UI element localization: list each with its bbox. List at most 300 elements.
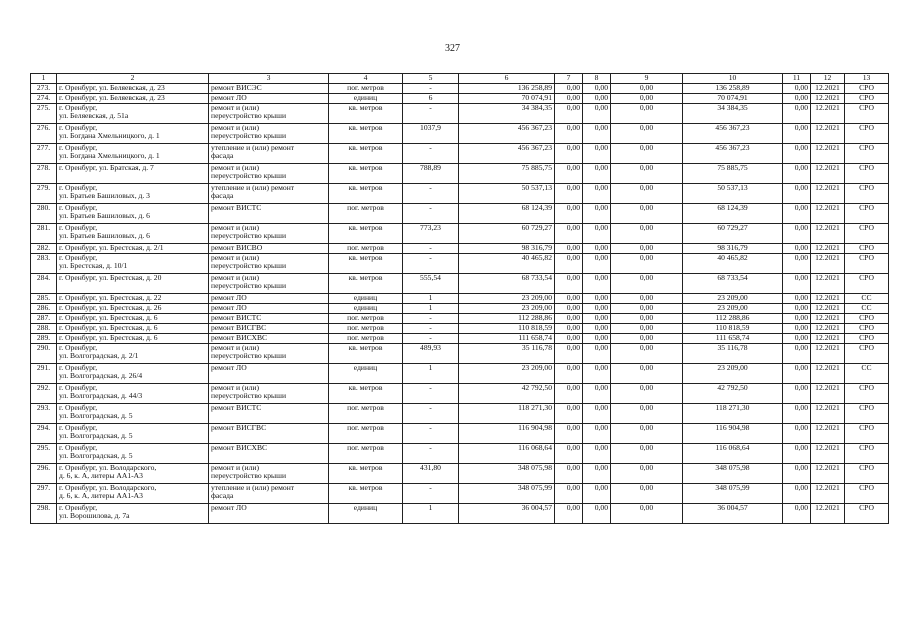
column-header: 4 — [329, 74, 403, 84]
cost-cell-11: 0,00 — [783, 294, 811, 304]
cost-total-cell: 118 271,30 — [459, 404, 555, 424]
cost-cell-7: 0,00 — [555, 224, 583, 244]
cost-total-cell: 23 209,00 — [459, 364, 555, 384]
work-type-cell: ремонт ВИСГВС — [209, 424, 329, 444]
cost-cell-10: 23 209,00 — [683, 294, 783, 304]
work-type-cell: ремонт и (или) переустройство крыши — [209, 344, 329, 364]
cost-cell-10: 23 209,00 — [683, 304, 783, 314]
cost-cell-10: 50 537,13 — [683, 184, 783, 204]
table-row — [31, 204, 889, 224]
unit-cell: кв. метров — [329, 124, 403, 144]
row-number: 293. — [31, 404, 57, 424]
funding-method-cell: СРО — [845, 204, 889, 224]
row-number: 279. — [31, 184, 57, 204]
cost-cell-9: 0,00 — [611, 184, 683, 204]
cost-cell-7: 0,00 — [555, 404, 583, 424]
address-cell: г. Оренбург, ул. Брестская, д. 26 — [57, 304, 209, 314]
cost-total-cell: 456 367,23 — [459, 144, 555, 164]
cost-cell-7: 0,00 — [555, 464, 583, 484]
funding-method-cell: СРО — [845, 274, 889, 294]
address-cell: г. Оренбург, ул. Брестская, д. 6 — [57, 314, 209, 324]
table-row — [31, 84, 889, 94]
cost-cell-8: 0,00 — [583, 324, 611, 334]
cost-cell-10: 118 271,30 — [683, 404, 783, 424]
table-row — [31, 444, 889, 464]
table-row — [31, 314, 889, 324]
table-row — [31, 404, 889, 424]
unit-cell: пог. метров — [329, 244, 403, 254]
cost-cell-11: 0,00 — [783, 244, 811, 254]
deadline-cell: 12.2021 — [811, 504, 845, 524]
cost-cell-9: 0,00 — [611, 224, 683, 244]
cost-cell-10: 116 068,64 — [683, 444, 783, 464]
deadline-cell: 12.2021 — [811, 314, 845, 324]
address-cell: г. Оренбург, ул. Братская, д. 7 — [57, 164, 209, 184]
unit-cell: пог. метров — [329, 204, 403, 224]
work-type-cell: ремонт ЛО — [209, 364, 329, 384]
deadline-cell: 12.2021 — [811, 464, 845, 484]
work-type-cell: ремонт ВИСТС — [209, 204, 329, 224]
work-type-cell: ремонт и (или) переустройство крыши — [209, 224, 329, 244]
cost-cell-8: 0,00 — [583, 144, 611, 164]
cost-cell-9: 0,00 — [611, 444, 683, 464]
unit-cell: пог. метров — [329, 444, 403, 464]
cost-cell-9: 0,00 — [611, 254, 683, 274]
cost-cell-10: 348 075,99 — [683, 484, 783, 504]
funding-method-cell: СС — [845, 304, 889, 314]
cost-cell-11: 0,00 — [783, 424, 811, 444]
cost-total-cell: 116 068,64 — [459, 444, 555, 464]
address-cell: г. Оренбург, ул. Брестская, д. 10/1 — [57, 254, 209, 274]
funding-method-cell: СРО — [845, 314, 889, 324]
cost-cell-8: 0,00 — [583, 484, 611, 504]
cost-total-cell: 36 004,57 — [459, 504, 555, 524]
cost-cell-11: 0,00 — [783, 184, 811, 204]
cost-cell-8: 0,00 — [583, 314, 611, 324]
row-number: 280. — [31, 204, 57, 224]
cost-cell-9: 0,00 — [611, 404, 683, 424]
work-type-cell: ремонт ЛО — [209, 304, 329, 314]
cost-cell-11: 0,00 — [783, 404, 811, 424]
cost-cell-11: 0,00 — [783, 164, 811, 184]
cost-cell-9: 0,00 — [611, 144, 683, 164]
cost-cell-11: 0,00 — [783, 464, 811, 484]
cost-cell-7: 0,00 — [555, 384, 583, 404]
deadline-cell: 12.2021 — [811, 224, 845, 244]
deadline-cell: 12.2021 — [811, 94, 845, 104]
cost-cell-9: 0,00 — [611, 104, 683, 124]
unit-cell: кв. метров — [329, 344, 403, 364]
table-row — [31, 304, 889, 314]
column-header: 6 — [459, 74, 555, 84]
column-header: 8 — [583, 74, 611, 84]
cost-cell-11: 0,00 — [783, 314, 811, 324]
address-cell: г. Оренбург, ул. Братьев Башиловых, д. 6 — [57, 204, 209, 224]
deadline-cell: 12.2021 — [811, 424, 845, 444]
address-cell: г. Оренбург, ул. Братьев Башиловых, д. 3 — [57, 184, 209, 204]
cost-cell-10: 75 885,75 — [683, 164, 783, 184]
cost-cell-9: 0,00 — [611, 304, 683, 314]
cost-cell-7: 0,00 — [555, 304, 583, 314]
address-cell: г. Оренбург, ул. Богдана Хмельницкого, д. 1 — [57, 124, 209, 144]
column-header: 3 — [209, 74, 329, 84]
address-cell: г. Оренбург, ул. Володарского, д. 6, к. А, литеры АА1-А3 — [57, 484, 209, 504]
unit-cell: единиц — [329, 94, 403, 104]
address-cell: г. Оренбург, ул. Волгоградская, д. 44/3 — [57, 384, 209, 404]
cost-total-cell: 111 658,74 — [459, 334, 555, 344]
quantity-cell: 1037,9 — [403, 124, 459, 144]
deadline-cell: 12.2021 — [811, 104, 845, 124]
cost-cell-8: 0,00 — [583, 84, 611, 94]
funding-method-cell: СРО — [845, 224, 889, 244]
quantity-cell: - — [403, 104, 459, 124]
funding-method-cell: СРО — [845, 104, 889, 124]
cost-cell-11: 0,00 — [783, 484, 811, 504]
deadline-cell: 12.2021 — [811, 304, 845, 314]
table-row — [31, 164, 889, 184]
cost-cell-10: 111 658,74 — [683, 334, 783, 344]
deadline-cell: 12.2021 — [811, 384, 845, 404]
address-cell: г. Оренбург, ул. Волгоградская, д. 5 — [57, 424, 209, 444]
deadline-cell: 12.2021 — [811, 324, 845, 334]
cost-cell-7: 0,00 — [555, 184, 583, 204]
cost-cell-9: 0,00 — [611, 464, 683, 484]
unit-cell: кв. метров — [329, 254, 403, 274]
unit-cell: кв. метров — [329, 484, 403, 504]
unit-cell: кв. метров — [329, 224, 403, 244]
quantity-cell: 1 — [403, 364, 459, 384]
quantity-cell: - — [403, 324, 459, 334]
deadline-cell: 12.2021 — [811, 484, 845, 504]
row-number: 277. — [31, 144, 57, 164]
cost-cell-7: 0,00 — [555, 484, 583, 504]
cost-total-cell: 456 367,23 — [459, 124, 555, 144]
cost-total-cell: 50 537,13 — [459, 184, 555, 204]
cost-total-cell: 42 792,50 — [459, 384, 555, 404]
funding-method-cell: СРО — [845, 464, 889, 484]
funding-method-cell: СРО — [845, 244, 889, 254]
column-header: 7 — [555, 74, 583, 84]
funding-method-cell: СРО — [845, 254, 889, 274]
table-row — [31, 244, 889, 254]
table-row — [31, 364, 889, 384]
cost-total-cell: 68 124,39 — [459, 204, 555, 224]
cost-cell-10: 110 818,59 — [683, 324, 783, 334]
cost-cell-8: 0,00 — [583, 124, 611, 144]
cost-cell-7: 0,00 — [555, 84, 583, 94]
cost-cell-7: 0,00 — [555, 344, 583, 364]
deadline-cell: 12.2021 — [811, 274, 845, 294]
quantity-cell: - — [403, 84, 459, 94]
unit-cell: единиц — [329, 504, 403, 524]
cost-cell-7: 0,00 — [555, 204, 583, 224]
work-type-cell: ремонт и (или) переустройство крыши — [209, 124, 329, 144]
cost-total-cell: 60 729,27 — [459, 224, 555, 244]
cost-cell-9: 0,00 — [611, 84, 683, 94]
cost-cell-9: 0,00 — [611, 164, 683, 184]
unit-cell: единиц — [329, 294, 403, 304]
quantity-cell: - — [403, 244, 459, 254]
funding-method-cell: СРО — [845, 484, 889, 504]
unit-cell: кв. метров — [329, 384, 403, 404]
quantity-cell: - — [403, 204, 459, 224]
cost-cell-7: 0,00 — [555, 144, 583, 164]
cost-cell-8: 0,00 — [583, 334, 611, 344]
deadline-cell: 12.2021 — [811, 254, 845, 274]
cost-cell-10: 70 074,91 — [683, 94, 783, 104]
cost-cell-9: 0,00 — [611, 274, 683, 294]
row-number: 288. — [31, 324, 57, 334]
table-row — [31, 184, 889, 204]
cost-cell-7: 0,00 — [555, 254, 583, 274]
funding-method-cell: СРО — [845, 124, 889, 144]
address-cell: г. Оренбург, ул. Беляевская, д. 23 — [57, 84, 209, 94]
cost-cell-10: 36 004,57 — [683, 504, 783, 524]
row-number: 289. — [31, 334, 57, 344]
register-table — [30, 73, 889, 524]
work-type-cell: ремонт и (или) переустройство крыши — [209, 254, 329, 274]
work-type-cell: ремонт ВИСЭС — [209, 84, 329, 94]
quantity-cell: 773,23 — [403, 224, 459, 244]
quantity-cell: 555,54 — [403, 274, 459, 294]
unit-cell: пог. метров — [329, 314, 403, 324]
address-cell: г. Оренбург, ул. Волгоградская, д. 26/4 — [57, 364, 209, 384]
funding-method-cell: СРО — [845, 424, 889, 444]
unit-cell: пог. метров — [329, 404, 403, 424]
funding-method-cell: СРО — [845, 324, 889, 334]
row-number: 281. — [31, 224, 57, 244]
table-row — [31, 104, 889, 124]
table-row — [31, 274, 889, 294]
quantity-cell: 1 — [403, 304, 459, 314]
cost-cell-10: 40 465,82 — [683, 254, 783, 274]
cost-cell-7: 0,00 — [555, 94, 583, 104]
cost-cell-11: 0,00 — [783, 124, 811, 144]
work-type-cell: ремонт ВИСХВС — [209, 334, 329, 344]
cost-cell-11: 0,00 — [783, 364, 811, 384]
quantity-cell: - — [403, 384, 459, 404]
table-row — [31, 484, 889, 504]
cost-cell-9: 0,00 — [611, 314, 683, 324]
work-type-cell: ремонт ВИСТС — [209, 314, 329, 324]
table-row — [31, 144, 889, 164]
work-type-cell: ремонт ЛО — [209, 294, 329, 304]
address-cell: г. Оренбург, ул. Богдана Хмельницкого, д. 1 — [57, 144, 209, 164]
work-type-cell: ремонт ВИСТС — [209, 404, 329, 424]
cost-cell-9: 0,00 — [611, 364, 683, 384]
deadline-cell: 12.2021 — [811, 124, 845, 144]
unit-cell: пог. метров — [329, 334, 403, 344]
table-row — [31, 424, 889, 444]
cost-total-cell: 136 258,89 — [459, 84, 555, 94]
quantity-cell: 1 — [403, 504, 459, 524]
cost-cell-11: 0,00 — [783, 324, 811, 334]
cost-cell-11: 0,00 — [783, 504, 811, 524]
cost-cell-9: 0,00 — [611, 504, 683, 524]
cost-cell-10: 136 258,89 — [683, 84, 783, 94]
quantity-cell: 788,89 — [403, 164, 459, 184]
table-row — [31, 344, 889, 364]
work-type-cell: утепление и (или) ремонт фасада — [209, 184, 329, 204]
table-row — [31, 254, 889, 274]
unit-cell: пог. метров — [329, 324, 403, 334]
work-type-cell: ремонт и (или) переустройство крыши — [209, 464, 329, 484]
cost-cell-9: 0,00 — [611, 344, 683, 364]
cost-cell-9: 0,00 — [611, 94, 683, 104]
cost-cell-7: 0,00 — [555, 294, 583, 304]
cost-cell-9: 0,00 — [611, 324, 683, 334]
page-number: 327 — [445, 43, 460, 54]
cost-cell-8: 0,00 — [583, 274, 611, 294]
cost-cell-9: 0,00 — [611, 424, 683, 444]
quantity-cell: - — [403, 334, 459, 344]
funding-method-cell: СРО — [845, 144, 889, 164]
table-row — [31, 224, 889, 244]
cost-cell-11: 0,00 — [783, 274, 811, 294]
address-cell: г. Оренбург, ул. Брестская, д. 6 — [57, 324, 209, 334]
work-type-cell: утепление и (или) ремонт фасада — [209, 484, 329, 504]
column-header: 10 — [683, 74, 783, 84]
cost-cell-9: 0,00 — [611, 244, 683, 254]
quantity-cell: 1 — [403, 294, 459, 304]
cost-cell-9: 0,00 — [611, 334, 683, 344]
deadline-cell: 12.2021 — [811, 364, 845, 384]
address-cell: г. Оренбург, ул. Волгоградская, д. 5 — [57, 444, 209, 464]
cost-cell-8: 0,00 — [583, 184, 611, 204]
cost-cell-8: 0,00 — [583, 424, 611, 444]
funding-method-cell: СРО — [845, 184, 889, 204]
cost-cell-8: 0,00 — [583, 204, 611, 224]
cost-cell-7: 0,00 — [555, 424, 583, 444]
table-row — [31, 124, 889, 144]
address-cell: г. Оренбург, ул. Волгоградская, д. 5 — [57, 404, 209, 424]
deadline-cell: 12.2021 — [811, 344, 845, 364]
cost-cell-11: 0,00 — [783, 384, 811, 404]
cost-cell-8: 0,00 — [583, 254, 611, 274]
cost-cell-8: 0,00 — [583, 224, 611, 244]
cost-cell-8: 0,00 — [583, 94, 611, 104]
quantity-cell: - — [403, 184, 459, 204]
work-type-cell: ремонт и (или) переустройство крыши — [209, 384, 329, 404]
cost-cell-9: 0,00 — [611, 384, 683, 404]
cost-cell-7: 0,00 — [555, 244, 583, 254]
address-cell: г. Оренбург, ул. Беляевская, д. 23 — [57, 94, 209, 104]
address-cell: г. Оренбург, ул. Брестская, д. 6 — [57, 334, 209, 344]
work-type-cell: ремонт ВИСГВС — [209, 324, 329, 334]
cost-cell-9: 0,00 — [611, 484, 683, 504]
funding-method-cell: СРО — [845, 344, 889, 364]
row-number: 291. — [31, 364, 57, 384]
cost-cell-7: 0,00 — [555, 314, 583, 324]
address-cell: г. Оренбург, ул. Беляевская, д. 51а — [57, 104, 209, 124]
deadline-cell: 12.2021 — [811, 404, 845, 424]
cost-cell-10: 348 075,98 — [683, 464, 783, 484]
cost-total-cell: 23 209,00 — [459, 304, 555, 314]
cost-cell-7: 0,00 — [555, 124, 583, 144]
quantity-cell: 489,93 — [403, 344, 459, 364]
row-number: 284. — [31, 274, 57, 294]
row-number: 283. — [31, 254, 57, 274]
column-header: 12 — [811, 74, 845, 84]
cost-cell-10: 456 367,23 — [683, 124, 783, 144]
cost-cell-8: 0,00 — [583, 504, 611, 524]
row-number: 296. — [31, 464, 57, 484]
cost-cell-11: 0,00 — [783, 444, 811, 464]
column-header: 13 — [845, 74, 889, 84]
unit-cell: пог. метров — [329, 424, 403, 444]
table-row — [31, 464, 889, 484]
unit-cell: кв. метров — [329, 164, 403, 184]
address-cell: г. Оренбург, ул. Волгоградская, д. 2/1 — [57, 344, 209, 364]
deadline-cell: 12.2021 — [811, 144, 845, 164]
cost-cell-8: 0,00 — [583, 464, 611, 484]
cost-total-cell: 34 384,35 — [459, 104, 555, 124]
cost-cell-10: 42 792,50 — [683, 384, 783, 404]
cost-cell-10: 98 316,79 — [683, 244, 783, 254]
row-number: 275. — [31, 104, 57, 124]
cost-cell-7: 0,00 — [555, 274, 583, 294]
cost-total-cell: 116 904,98 — [459, 424, 555, 444]
cost-total-cell: 68 733,54 — [459, 274, 555, 294]
row-number: 297. — [31, 484, 57, 504]
quantity-cell: - — [403, 404, 459, 424]
column-header: 1 — [31, 74, 57, 84]
work-type-cell: ремонт и (или) переустройство крыши — [209, 164, 329, 184]
deadline-cell: 12.2021 — [811, 294, 845, 304]
cost-cell-9: 0,00 — [611, 204, 683, 224]
address-cell: г. Оренбург, ул. Ворошилова, д. 7а — [57, 504, 209, 524]
cost-cell-7: 0,00 — [555, 104, 583, 124]
cost-cell-10: 456 367,23 — [683, 144, 783, 164]
work-type-cell: утепление и (или) ремонт фасада — [209, 144, 329, 164]
cost-cell-11: 0,00 — [783, 334, 811, 344]
cost-cell-8: 0,00 — [583, 164, 611, 184]
unit-cell: кв. метров — [329, 184, 403, 204]
cost-total-cell: 348 075,99 — [459, 484, 555, 504]
cost-cell-8: 0,00 — [583, 104, 611, 124]
funding-method-cell: СРО — [845, 504, 889, 524]
cost-cell-9: 0,00 — [611, 294, 683, 304]
quantity-cell: - — [403, 144, 459, 164]
cost-cell-10: 116 904,98 — [683, 424, 783, 444]
cost-cell-10: 34 384,35 — [683, 104, 783, 124]
work-type-cell: ремонт ЛО — [209, 94, 329, 104]
funding-method-cell: СРО — [845, 334, 889, 344]
cost-cell-8: 0,00 — [583, 244, 611, 254]
table-row — [31, 324, 889, 334]
unit-cell: кв. метров — [329, 274, 403, 294]
row-number: 290. — [31, 344, 57, 364]
cost-cell-7: 0,00 — [555, 444, 583, 464]
cost-cell-11: 0,00 — [783, 204, 811, 224]
funding-method-cell: СС — [845, 364, 889, 384]
cost-cell-11: 0,00 — [783, 104, 811, 124]
address-cell: г. Оренбург, ул. Брестская, д. 20 — [57, 274, 209, 294]
cost-total-cell: 75 885,75 — [459, 164, 555, 184]
funding-method-cell: СС — [845, 294, 889, 304]
cost-cell-11: 0,00 — [783, 304, 811, 314]
work-type-cell: ремонт ВИСВО — [209, 244, 329, 254]
quantity-cell: - — [403, 484, 459, 504]
cost-cell-11: 0,00 — [783, 224, 811, 244]
unit-cell: единиц — [329, 304, 403, 314]
cost-total-cell: 98 316,79 — [459, 244, 555, 254]
cost-total-cell: 110 818,59 — [459, 324, 555, 334]
cost-cell-10: 68 733,54 — [683, 274, 783, 294]
deadline-cell: 12.2021 — [811, 334, 845, 344]
row-number: 285. — [31, 294, 57, 304]
cost-total-cell: 40 465,82 — [459, 254, 555, 274]
